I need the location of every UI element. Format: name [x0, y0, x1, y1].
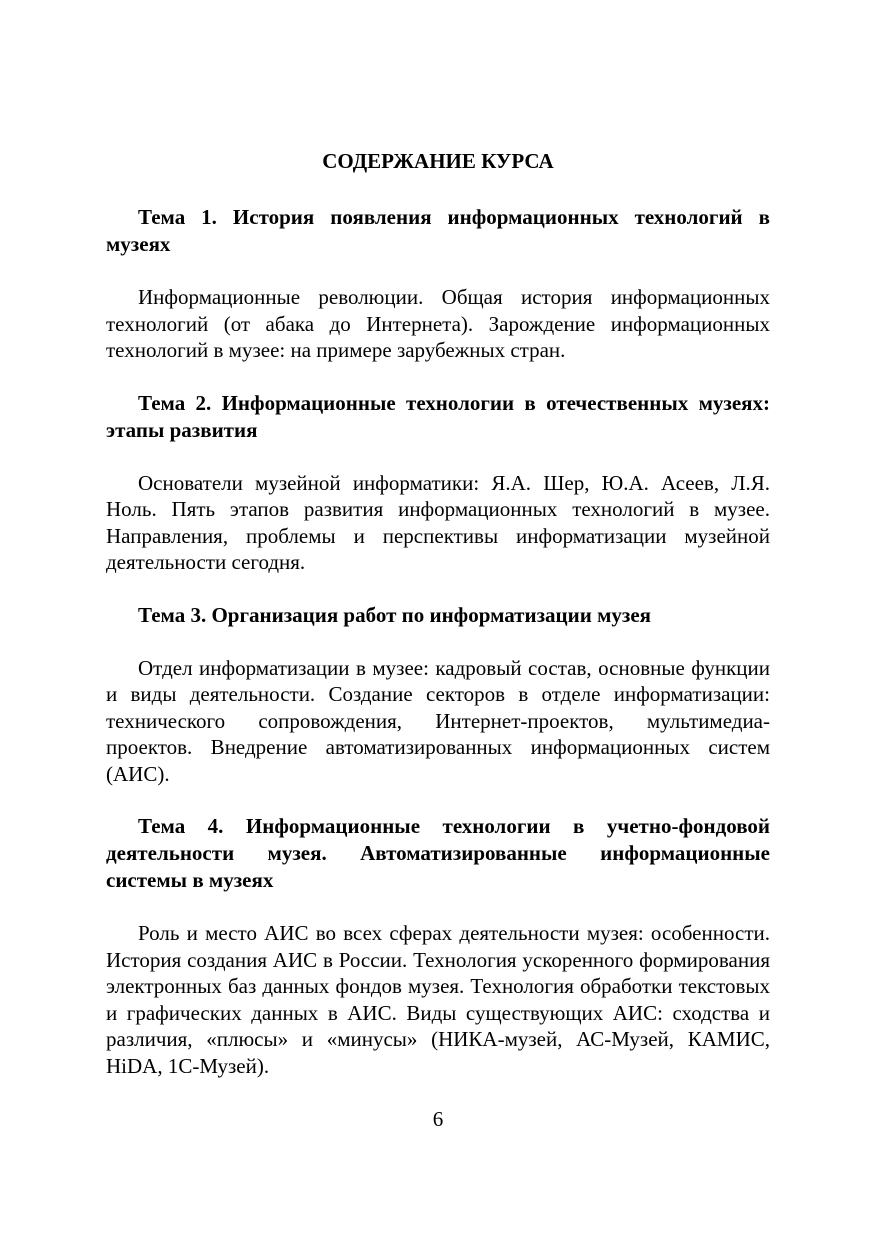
- topic-4-body: Роль и место АИС во всех сферах деятельности музея: особенности. История создания АИС в России. Технология ускоренного формирования электронных баз данных фондов музея. Технология обработки текстовых и графических данных в АИС. Виды существующих АИС: сходства и различия, «плюсы» и «минусы» (НИКА-музей, АС-Музей, КАМИС, HiDA, 1С-Музей).: [106, 921, 770, 1078]
- page-content: [106, 148, 770, 1105]
- topic-1-heading: Тема 1. История появления информационных технологий в музеях: [106, 205, 770, 256]
- topic-2-body: Основатели музейной информатики: Я.А. Шер, Ю.А. Асеев, Л.Я. Ноль. Пять этапов развития информационных технологий в музее. Направления, проблемы и перспективы информатизации музейной деятельности сегодня.: [106, 470, 770, 574]
- page-number: 6: [432, 1107, 444, 1131]
- page-title: СОДЕРЖАНИЕ КУРСА: [322, 149, 554, 173]
- topic-3-heading: Тема 3. Организация работ по информатизации музея: [138, 602, 652, 627]
- topic-1-body: Информационные революции. Общая история информационных технологий (от абака до Интернета). Зарождение информационных технологий в музее: на примере зарубежных стран.: [106, 285, 770, 362]
- topic-4-heading: Тема 4. Информационные технологии в учетно-фондовой деятельности музея. Автоматизированные информационные системы в музеях: [106, 814, 770, 892]
- topic-3-body: Отдел информатизации в музее: кадровый состав, основные функции и виды деятельности. Создание секторов в отделе информатизации: технического сопровождения, Интернет-проектов, мультимедиа-проектов. Внедрение автоматизированных информационных систем (АИС).: [106, 655, 770, 786]
- topic-2-heading: Тема 2. Информационные технологии в отечественных музеях: этапы развития: [106, 390, 770, 442]
